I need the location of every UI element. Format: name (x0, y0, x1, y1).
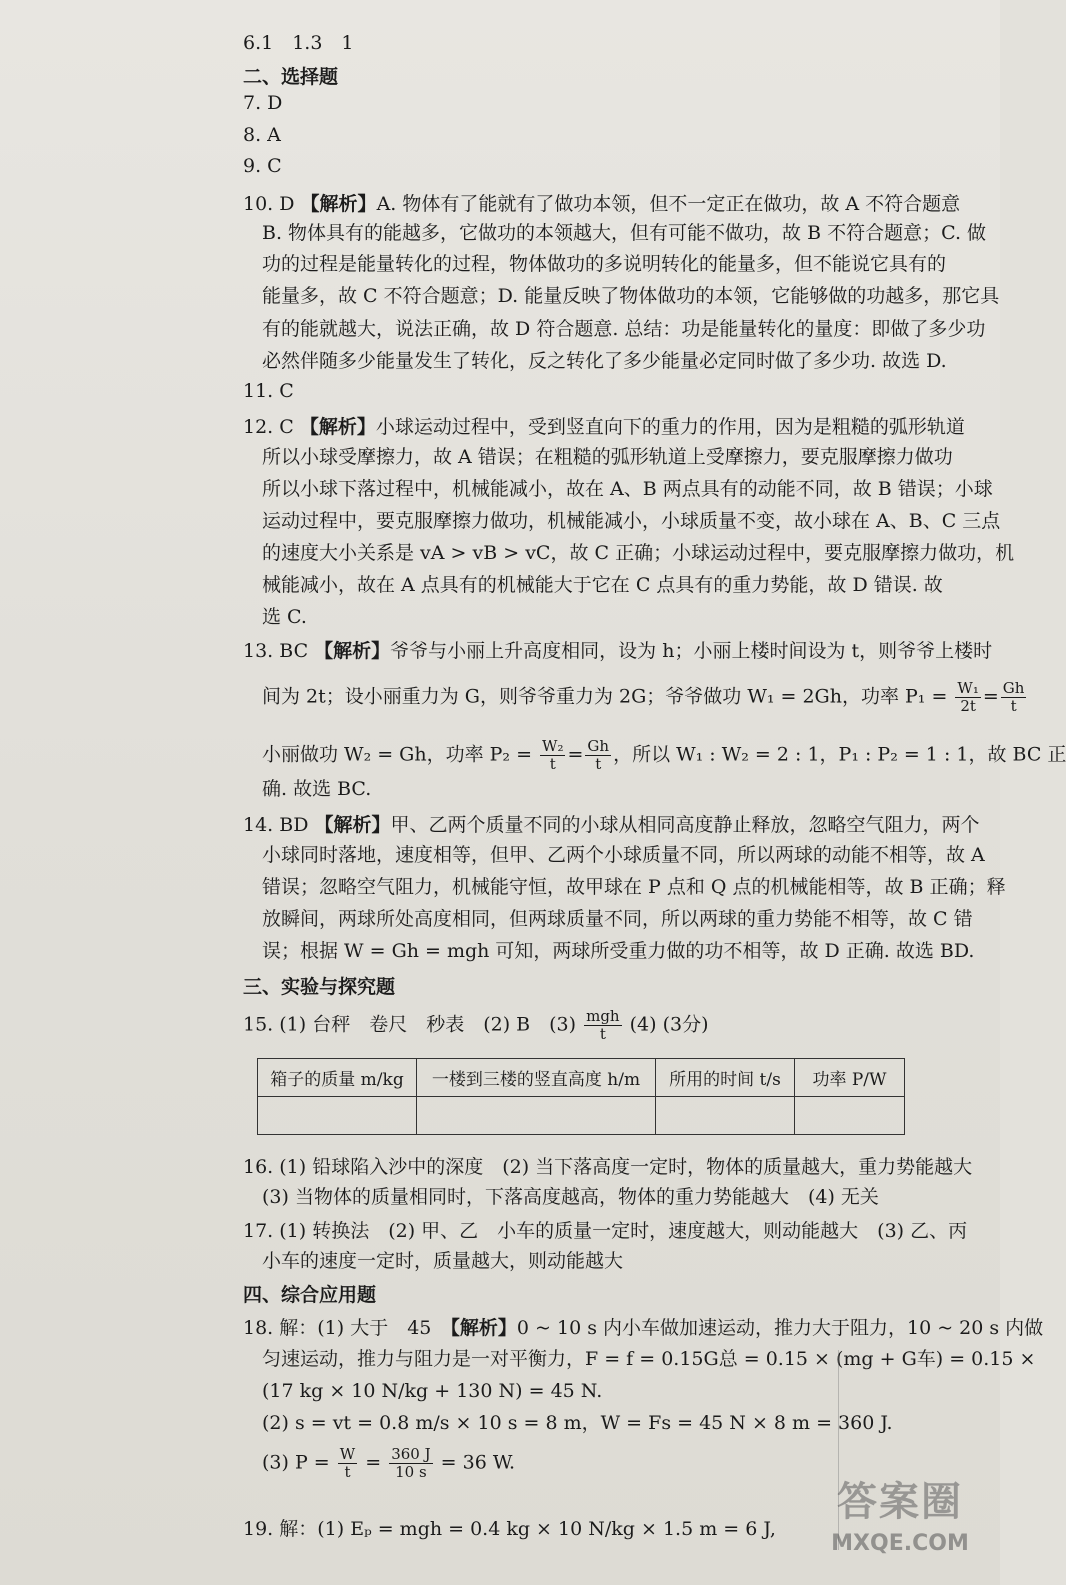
answer-q8: 8. A (243, 124, 281, 146)
q10-line1 (243, 189, 960, 216)
fraction (338, 1446, 357, 1481)
table-header-cell: 箱子的质量 m/kg (258, 1059, 417, 1097)
q17-line2: 小车的速度一定时，质量越大，则动能越大 (262, 1250, 624, 1272)
q12-line6: 械能减小，故在 A 点具有的机械能大于它在 C 点具有的重力势能，故 D 错误. 故 (262, 574, 943, 596)
q12-text: 小球运动过程中，受到竖直向下的重力的作用，因为是粗糙的弧形轨道 (375, 416, 965, 438)
fraction-numerator: W₂ (542, 737, 564, 755)
fraction-denominator: t (549, 755, 556, 773)
q15-table (257, 1058, 905, 1135)
q18-text-rest: 0 ~ 10 s 内小车做加速运动，推力大于阻力，10 ~ 20 s 内做 (516, 1317, 1044, 1339)
equals-sign: = (365, 1451, 382, 1474)
fraction (1001, 680, 1027, 715)
table-header-row (258, 1059, 905, 1097)
analysis-tag: 【解析】 (314, 640, 391, 662)
fraction-denominator: 10 s (395, 1463, 427, 1481)
fraction-numerator: 360 J (391, 1445, 431, 1463)
table-row (258, 1097, 905, 1135)
q10-line6: 必然伴随多少能量发生了转化，反之转化了多少能量必定同时做了多少功. 故选 D. (262, 350, 947, 372)
fraction-denominator: t (599, 1025, 606, 1043)
q12-line3: 所以小球下落过程中，机械能减小，故在 A、B 两点具有的动能不同，故 B 错误；小球 (262, 478, 993, 500)
fraction-numerator: W₁ (957, 679, 979, 697)
fraction (389, 1446, 432, 1481)
q14-line3: 错误；忽略空气阻力，机械能守恒，故甲球在 P 点和 Q 点的机械能相等，故 B 正确；释 (262, 876, 1006, 898)
section-heading-3: 三、实验与探究题 (243, 976, 396, 998)
fraction (584, 1008, 622, 1043)
logo-url: MXQE.COM (831, 1531, 969, 1556)
q16-line2: (3) 当物体的质量相同时，下落高度越高，物体的重力势能越大 (4) 无关 (262, 1186, 879, 1208)
q14-line5: 误；根据 W = Gh = mgh 可知，两球所受重力做的功不相等，故 D 正确. 故选 BD. (262, 940, 975, 962)
table-cell (656, 1097, 795, 1135)
table-cell (795, 1097, 905, 1135)
q12-line4: 运动过程中，要克服摩擦力做功，机械能减小，小球质量不变，故小球在 A、B、C 三点 (262, 510, 1001, 532)
fraction (955, 680, 980, 715)
q18-line5-text: (3) P = (262, 1451, 330, 1474)
section-heading-4: 四、综合应用题 (243, 1284, 377, 1306)
table-header-cell: 功率 P/W (795, 1059, 905, 1097)
q13-line1 (243, 636, 992, 663)
q10-line3: 功的过程是能量转化的过程，物体做功的多说明转化的能量多，但不能说它具有的 (262, 253, 947, 275)
q13-line2-text: 间为 2t；设小丽重力为 G，则爷爷重力为 2G；爷爷做功 W₁ = 2Gh，功率 P₁ = (262, 685, 948, 708)
q14-answer: 14. BD (243, 814, 309, 836)
table-cell (258, 1097, 417, 1135)
table-cell (417, 1097, 656, 1135)
fraction-numerator: mgh (586, 1007, 620, 1025)
q14-text: 甲、乙两个质量不同的小球从相同高度静止释放，忽略空气阻力，两个 (390, 814, 980, 836)
q16-line1: 16. (1) 铅球陷入沙中的深度 (2) 当下落高度一定时，物体的质量越大，重力势能越大 (243, 1156, 973, 1178)
fraction-numerator: W (339, 1445, 356, 1463)
table-header-cell: 所用的时间 t/s (656, 1059, 795, 1097)
q18-line2: 匀速运动，推力与阻力是一对平衡力，F = f = 0.15G总 = 0.15 × (mg + G车) = 0.15 × (262, 1348, 1036, 1370)
table-header-cell: 一楼到三楼的竖直高度 h/m (417, 1059, 656, 1097)
analysis-tag: 【解析】 (299, 416, 376, 438)
fraction-numerator: Gh (1002, 679, 1025, 697)
q15-text-rest: (4) (3分) (629, 1013, 709, 1036)
q10-line2: B. 物体具有的能越多，它做功的本领越大，但有可能不做功，故 B 不符合题意；C. 做 (262, 222, 987, 244)
q15-line1 (243, 1008, 709, 1043)
answer-q7: 7. D (243, 92, 283, 114)
logo-text: 答案圈 (837, 1479, 963, 1525)
q17-line1: 17. (1) 转换法 (2) 甲、乙 小车的质量一定时，速度越大，则动能越大 (3) 乙、丙 (243, 1220, 968, 1242)
answer-q6: 6.1 1.3 1 (243, 32, 354, 54)
analysis-tag: 【解析】 (314, 814, 391, 836)
q18-line5-rest: = 36 W. (440, 1451, 516, 1474)
q10-answer: 10. D (243, 193, 295, 215)
analysis-tag: 【解析】 (300, 193, 377, 215)
fraction-denominator: t (1010, 697, 1017, 715)
analysis-tag: 【解析】 (450, 1317, 517, 1339)
fraction (585, 738, 611, 773)
q18-line4: (2) s = vt = 0.8 m/s × 10 s = 8 m，W = Fs = 45 N × 8 m = 360 J. (262, 1412, 893, 1434)
fraction (540, 738, 565, 773)
q10-text: A. 物体有了能就有了做功本领，但不一定正在做功，故 A 不符合题意 (376, 193, 961, 215)
q13-line2: 间为 2t；设小丽重力为 G，则爷爷重力为 2G；爷爷做功 W₁ = 2Gh，功率 P₁ = $\frac{\text{W₁}}{2t}$ = $\frac{Gh}{t}$ (262, 679, 1025, 715)
q19-line1: 19. 解：(1) Eₚ = mgh = 0.4 kg × 10 N/kg × 1.5 m = 6 J, (243, 1518, 776, 1540)
q14-line2: 小球同时落地，速度相等，但甲、乙两个小球质量不同，所以两球的动能不相等，故 A (262, 844, 985, 866)
q13-line3-rest: ，所以 W₁ : W₂ = 2 : 1，P₁ : P₂ = 1 : 1，故 BC 正 (613, 743, 1066, 766)
q13-answer: 13. BC (243, 640, 309, 662)
fraction-denominator: t (595, 755, 602, 773)
q15-text: 15. (1) 台秤 卷尺 秒表 (2) B (3) (243, 1013, 577, 1036)
q12-line5: 的速度大小关系是 vA > vB > vC，故 C 正确；小球运动过程中，要克服摩擦力做功，机 (262, 542, 1015, 564)
fraction-denominator: 2t (960, 697, 976, 715)
q14-line4: 放瞬间，两球所处高度相同，但两球质量不同，所以两球的重力势能不相等，故 C 错 (262, 908, 973, 930)
section-heading-2: 二、选择题 (243, 66, 339, 88)
q14-line1 (243, 810, 980, 837)
q10-line5: 有的能就越大，说法正确，故 D 符合题意. 总结：功是能量转化的量度：即做了多少功 (262, 318, 986, 340)
answer-q9: 9. C (243, 155, 282, 177)
site-logo (820, 1470, 980, 1570)
fraction-denominator: t (344, 1463, 351, 1481)
q13-text: 爷爷与小丽上升高度相同，设为 h；小丽上楼时间设为 t，则爷爷上楼时 (390, 640, 993, 662)
q13-line4: 确. 故选 BC. (262, 778, 372, 800)
q10-line4: 能量多，故 C 不符合题意；D. 能量反映了物体做功的本领，它能够做的功越多，那它具 (262, 285, 1000, 307)
q12-line1 (243, 412, 965, 439)
q18-text: 18. 解：(1) 大于 45 (243, 1317, 451, 1339)
fraction-numerator: Gh (587, 737, 610, 755)
q13-line3-text: 小丽做功 W₂ = Gh，功率 P₂ = (262, 743, 532, 766)
q12-line2: 所以小球受摩擦力，故 A 错误；在粗糙的弧形轨道上受摩擦力，要克服摩擦力做功 (262, 446, 953, 468)
answer-q11: 11. C (243, 380, 294, 402)
q13-line3: 小丽做功 W₂ = Gh，功率 P₂ = $\frac{\text{W₂}}{t}$ = $\frac{Gh}{t}$ ，所以 W₁ : W₂ = 2 : 1，P₁ : P₂ = 1 : 1，故 BC 正 (262, 737, 1066, 773)
q18-line1 (243, 1313, 1043, 1340)
q18-line3: (17 kg × 10 N/kg + 130 N) = 45 N. (262, 1380, 603, 1402)
q12-answer: 12. C (243, 416, 294, 438)
q12-line7: 选 C. (262, 606, 307, 628)
